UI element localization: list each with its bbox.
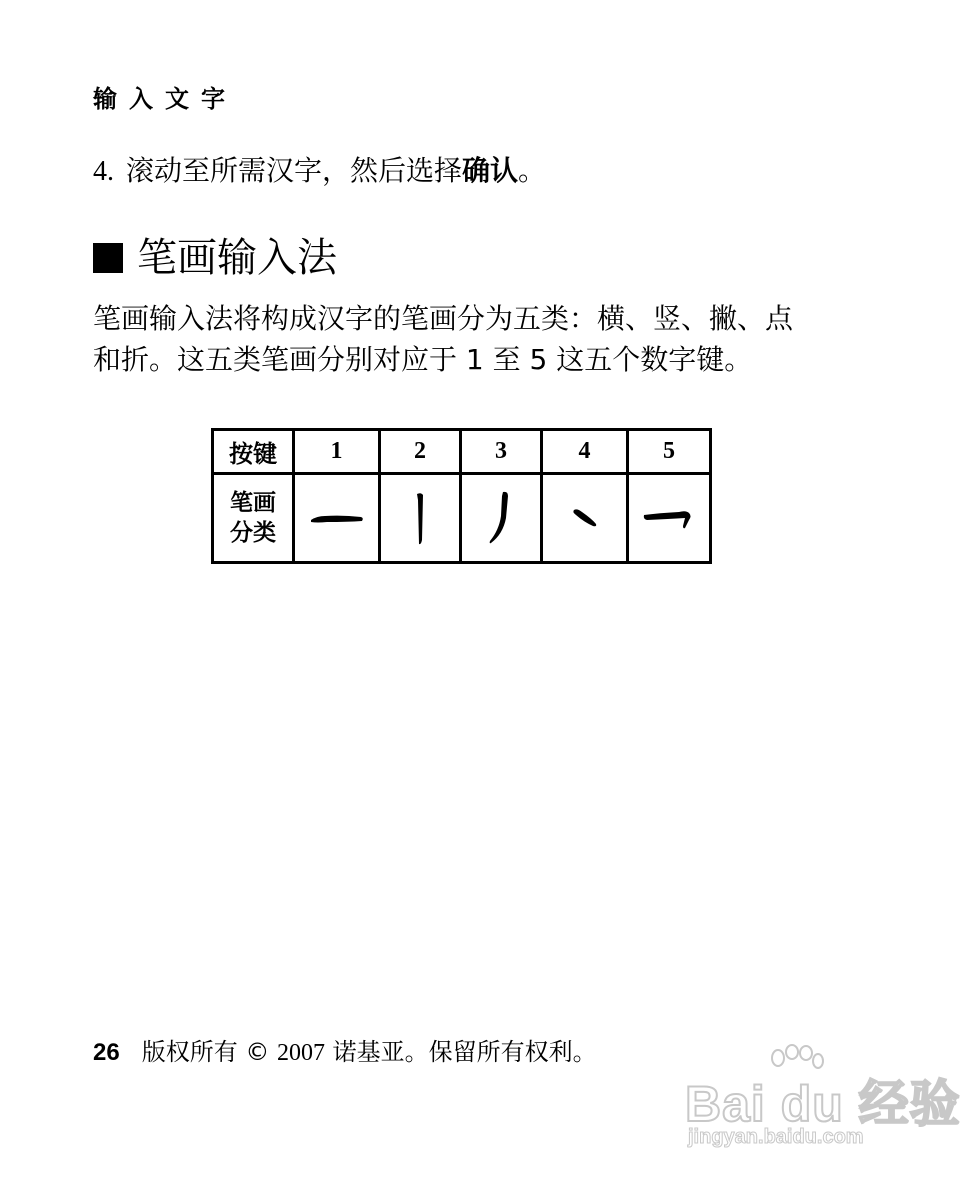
watermark-url: jingyan.baidu.com xyxy=(688,1126,864,1148)
chapter-header: 输入文字 xyxy=(93,85,237,113)
description-paragraph: 笔画输入法将构成汉字的笔画分为五类：横、竖、撇、点和折。这五类笔画分别对应于 1 至 5 这五个数字键。 xyxy=(93,302,794,376)
table-row-strokes xyxy=(213,474,711,563)
stroke-label-line1: 笔画 xyxy=(230,490,276,516)
step-number: 4. xyxy=(93,156,114,187)
section-title xyxy=(93,232,337,284)
stroke-label-line2: 分类 xyxy=(230,520,276,546)
stroke-key-table xyxy=(211,428,712,564)
copyright-prefix: 版权所有 © xyxy=(141,1038,277,1066)
shu-stroke-icon xyxy=(400,488,440,548)
step-text: 滚动至所需汉字，然后选择 xyxy=(126,154,463,187)
heng-stroke-icon xyxy=(307,498,367,538)
stroke-cell-3 xyxy=(461,474,542,563)
step-4 xyxy=(93,152,546,191)
section-title-text: 笔画输入法 xyxy=(137,235,337,281)
stroke-label-cell xyxy=(213,474,294,563)
header-label-cell xyxy=(213,430,294,474)
step-end: 。 xyxy=(518,154,547,187)
baidu-jingyan-watermark xyxy=(680,1040,961,1160)
stroke-cell-4 xyxy=(542,474,628,563)
stroke-cell-2 xyxy=(380,474,461,563)
stroke-cell-1 xyxy=(294,474,380,563)
key-cell-5: 5 xyxy=(628,430,711,474)
key-cell-2: 2 xyxy=(380,430,461,474)
page-footer xyxy=(93,1036,597,1069)
key-cell-1: 1 xyxy=(294,430,380,474)
key-cell-4: 4 xyxy=(542,430,628,474)
zhe-stroke-icon xyxy=(639,498,699,538)
key-header-label: 按键 xyxy=(229,440,277,468)
confirm-keyword: 确认 xyxy=(462,154,519,187)
stroke-cell-5 xyxy=(628,474,711,563)
dian-stroke-icon xyxy=(560,498,610,538)
watermark-logo-text: Bai du 经验 xyxy=(685,1076,961,1132)
pie-stroke-icon xyxy=(481,488,521,548)
key-cell-3: 3 xyxy=(461,430,542,474)
copyright-suffix: 诺基亚。保留所有权利。 xyxy=(324,1038,597,1066)
copyright-year: 2007 xyxy=(276,1040,325,1066)
square-bullet-icon xyxy=(93,243,123,273)
table-row-keys xyxy=(213,430,711,474)
page-number: 26 xyxy=(93,1039,120,1066)
